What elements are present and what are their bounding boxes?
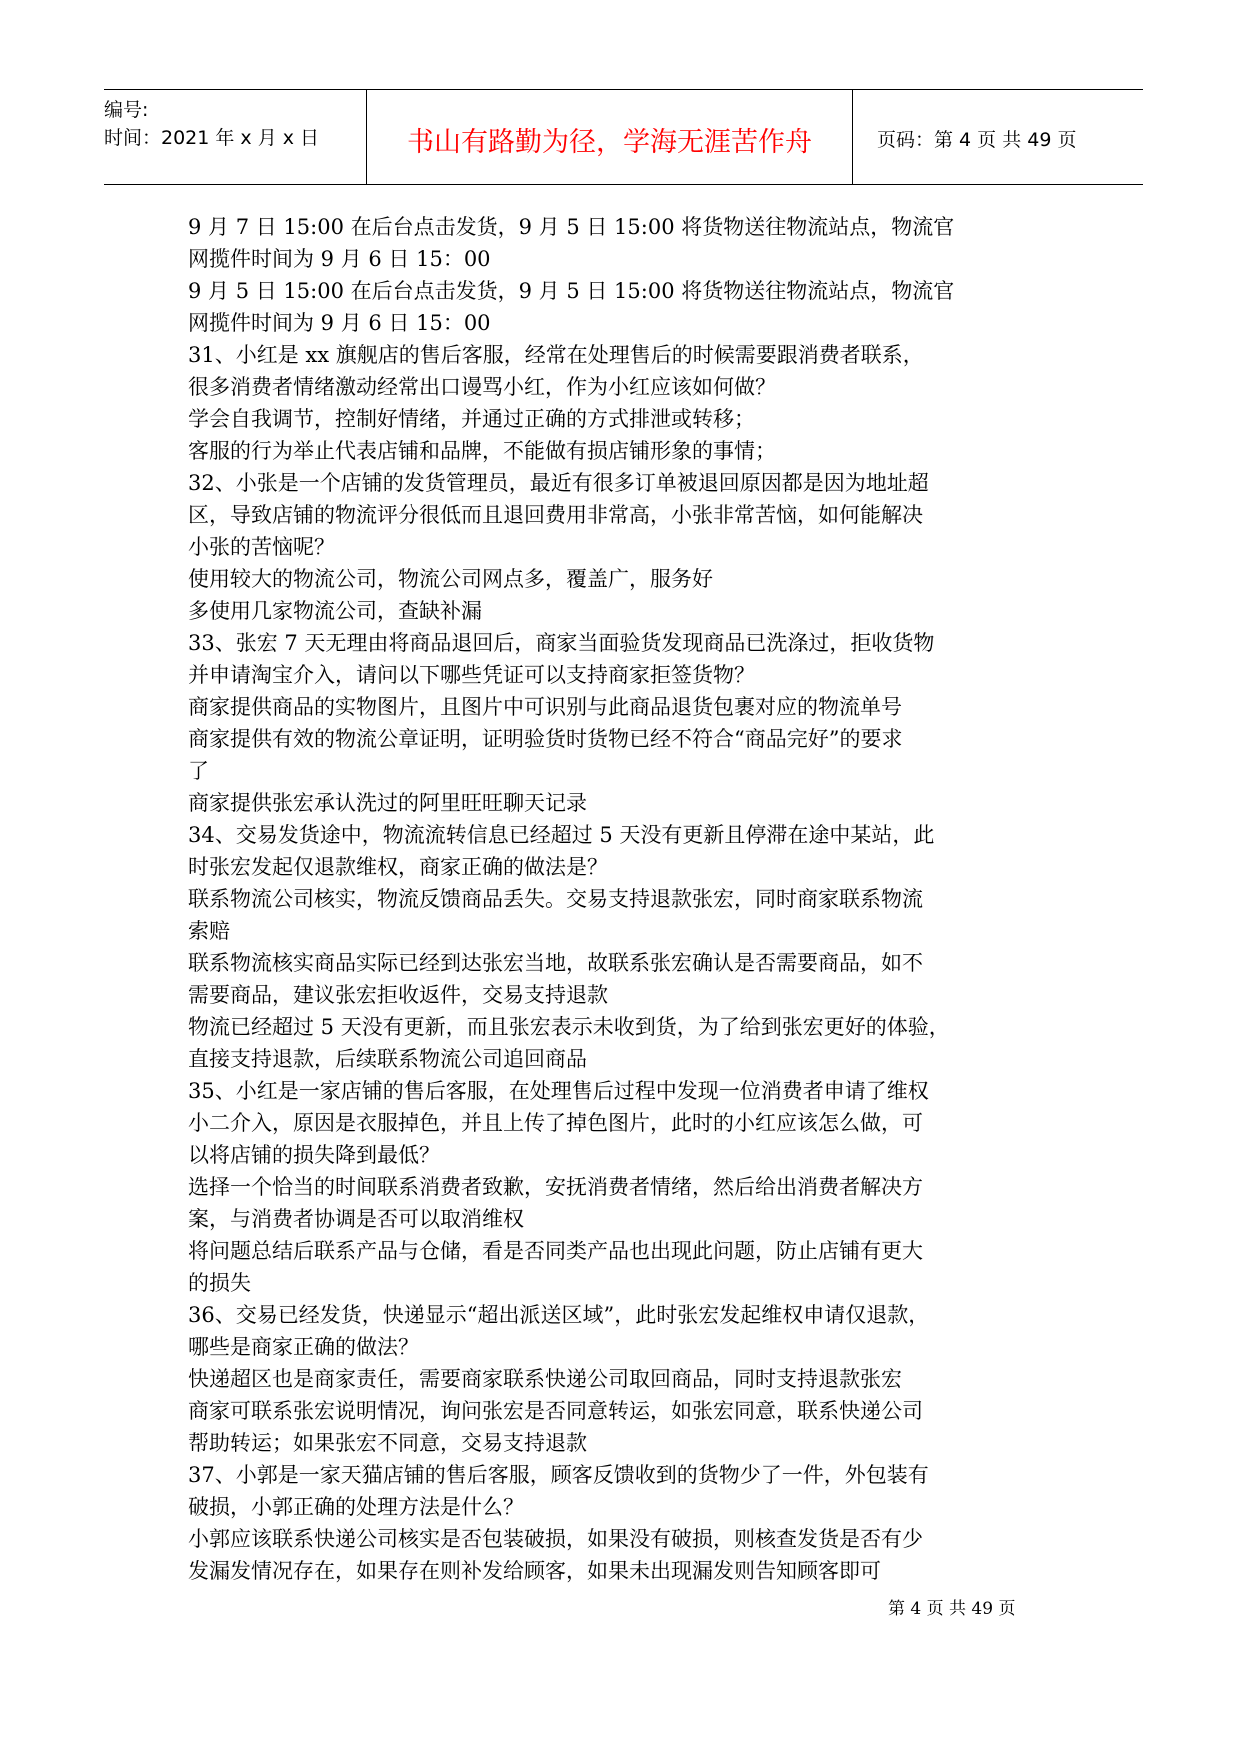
text-line: 客服的行为举止代表店铺和品牌，不能做有损店铺形象的事情； (188, 439, 776, 463)
text-line: 33、张宏 7 天无理由将商品退回后，商家当面验货发现商品已洗涤过，拒收货物 (188, 631, 935, 655)
text-line: 并申请淘宝介入，请问以下哪些凭证可以支持商家拒签货物？ (188, 663, 755, 687)
text-line: 商家提供商品的实物图片，且图片中可识别与此商品退货包裹对应的物流单号 (188, 695, 902, 719)
text-line: 网揽件时间为 9 月 6 日 15：00 (188, 311, 491, 335)
text-line: 小郭应该联系快递公司核实是否包装破损，如果没有破损，则核查发货是否有少 (188, 1527, 923, 1551)
text-line: 37、小郭是一家天猫店铺的售后客服，顾客反馈收到的货物少了一件，外包装有 (188, 1463, 929, 1487)
text-line: 35、小红是一家店铺的售后客服，在处理售后过程中发现一位消费者申请了维权 (188, 1079, 929, 1103)
document-body (188, 211, 1068, 1587)
page-header (104, 89, 1143, 185)
text-line: 索赔 (188, 919, 230, 943)
text-line: 小二介入，原因是衣服掉色，并且上传了掉色图片，此时的小红应该怎么做，可 (188, 1111, 923, 1135)
time-label: 时间：2021 年 x 月 x 日 (104, 127, 320, 149)
page-code: 页码：第 4 页 共 49 页 (877, 129, 1077, 151)
text-line: 帮助转运；如果张宏不同意，交易支持退款 (188, 1431, 587, 1455)
text-line: 以将店铺的损失降到最低？ (188, 1143, 440, 1167)
text-line: 9 月 7 日 15:00 在后台点击发货，9 月 5 日 15:00 将货物送往物流站点，物流官 (188, 215, 955, 239)
text-line: 多使用几家物流公司，查缺补漏 (188, 599, 482, 623)
text-line: 了 (188, 759, 209, 783)
text-line: 联系物流公司核实，物流反馈商品丢失。交易支持退款张宏，同时商家联系物流 (188, 887, 923, 911)
text-line: 时张宏发起仅退款维权，商家正确的做法是？ (188, 855, 608, 879)
header-motto: 书山有路勤为径，学海无涯苦作舟 (407, 127, 812, 158)
text-line: 案，与消费者协调是否可以取消维权 (188, 1207, 524, 1231)
header-left-cell (104, 90, 366, 184)
text-line: 网揽件时间为 9 月 6 日 15：00 (188, 247, 491, 271)
text-line: 商家提供张宏承认洗过的阿里旺旺聊天记录 (188, 791, 587, 815)
text-line: 发漏发情况存在，如果存在则补发给顾客，如果未出现漏发则告知顾客即可 (188, 1559, 881, 1583)
text-line: 34、交易发货途中，物流流转信息已经超过 5 天没有更新且停滞在途中某站，此 (188, 823, 935, 847)
text-line: 32、小张是一个店铺的发货管理员，最近有很多订单被退回原因都是因为地址超 (188, 471, 929, 495)
text-line: 直接支持退款，后续联系物流公司追回商品 (188, 1047, 587, 1071)
page-footer: 第 4 页 共 49 页 (888, 1599, 1016, 1619)
text-line: 31、小红是 xx 旗舰店的售后客服，经常在处理售后的时候需要跟消费者联系， (188, 343, 924, 367)
header-right-cell (854, 90, 1143, 184)
text-line: 小张的苦恼呢？ (188, 535, 335, 559)
text-line: 物流已经超过 5 天没有更新，而且张宏表示未收到货，为了给到张宏更好的体验， (188, 1015, 950, 1039)
text-line: 区，导致店铺的物流评分很低而且退回费用非常高，小张非常苦恼，如何能解决 (188, 503, 923, 527)
text-line: 很多消费者情绪激动经常出口谩骂小红，作为小红应该如何做？ (188, 375, 776, 399)
text-line: 使用较大的物流公司，物流公司网点多，覆盖广，服务好 (188, 567, 713, 591)
text-line: 9 月 5 日 15:00 在后台点击发货，9 月 5 日 15:00 将货物送往物流站点，物流官 (188, 279, 955, 303)
text-line: 联系物流核实商品实际已经到达张宏当地，故联系张宏确认是否需要商品，如不 (188, 951, 923, 975)
text-line: 商家可联系张宏说明情况，询问张宏是否同意转运，如张宏同意，联系快递公司 (188, 1399, 923, 1423)
text-line: 商家提供有效的物流公章证明，证明验货时货物已经不符合“商品完好”的要求 (188, 727, 903, 751)
text-line: 的损失 (188, 1271, 251, 1295)
header-mid-cell (366, 90, 853, 184)
text-line: 哪些是商家正确的做法？ (188, 1335, 419, 1359)
text-line: 需要商品，建议张宏拒收返件，交易支持退款 (188, 983, 608, 1007)
text-line: 快递超区也是商家责任，需要商家联系快递公司取回商品，同时支持退款张宏 (188, 1367, 902, 1391)
text-line: 36、交易已经发货，快递显示“超出派送区域”，此时张宏发起维权申请仅退款， (188, 1303, 930, 1327)
text-line: 学会自我调节，控制好情绪，并通过正确的方式排泄或转移； (188, 407, 755, 431)
text-line: 破损，小郭正确的处理方法是什么？ (188, 1495, 524, 1519)
text-line: 选择一个恰当的时间联系消费者致歉，安抚消费者情绪，然后给出消费者解决方 (188, 1175, 923, 1199)
number-label: 编号: (104, 99, 149, 121)
text-line: 将问题总结后联系产品与仓储，看是否同类产品也出现此问题，防止店铺有更大 (188, 1239, 923, 1263)
